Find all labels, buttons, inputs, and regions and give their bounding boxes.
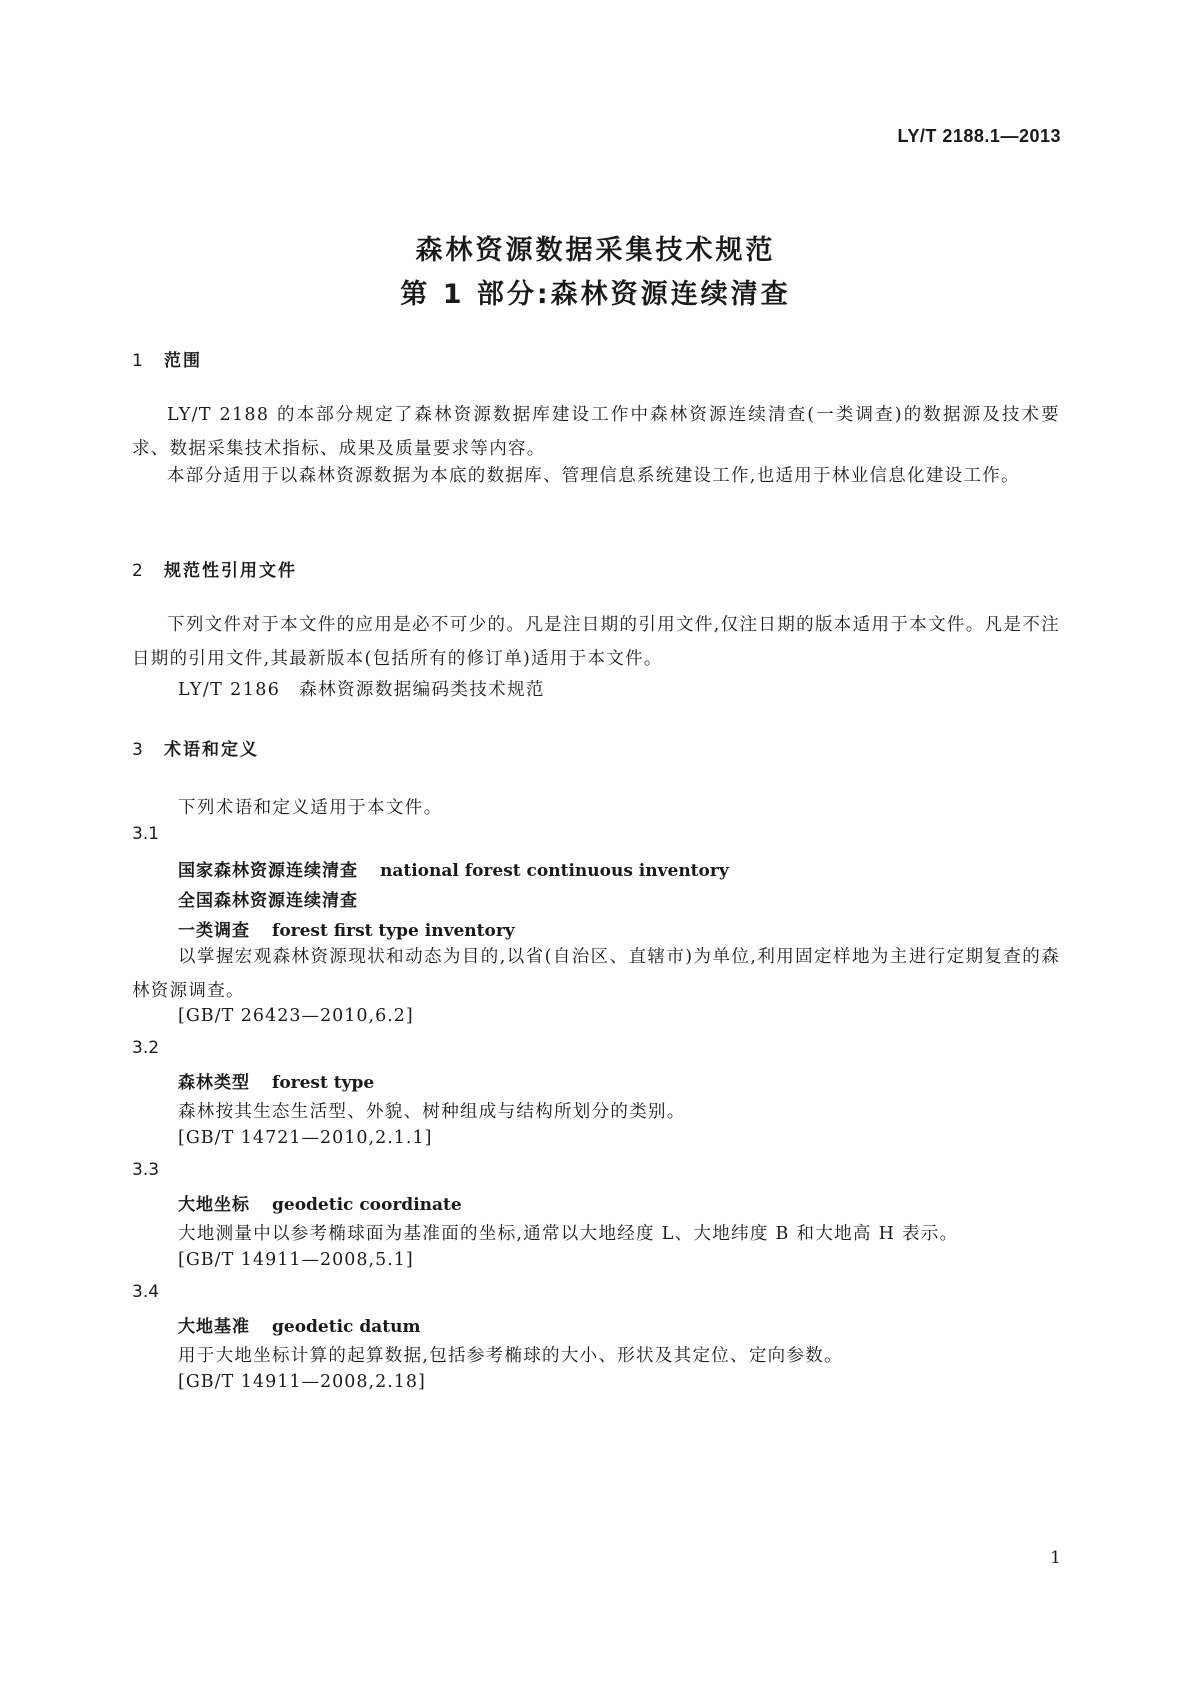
clause-number: 3.3	[132, 1160, 160, 1180]
term-alternative: 全国森林资源连续清查	[178, 891, 358, 911]
section-number: 2	[132, 561, 145, 581]
term-alternative	[178, 916, 515, 941]
section-title: 规范性引用文件	[164, 561, 297, 581]
section-title: 术语和定义	[164, 740, 259, 760]
clause-number: 3.2	[132, 1038, 160, 1058]
section-1-paragraph-1: LY/T 2188 的本部分规定了森林资源数据库建设工作中森林资源连续清查(一类调查)的数据源及技术要求、数据采集技术指标、成果及质量要求等内容。	[132, 405, 1060, 459]
term-heading	[178, 856, 729, 881]
term-zh: 大地坐标	[178, 1195, 250, 1215]
normative-reference: LY/T 2186 森林资源数据编码类技术规范	[178, 680, 545, 700]
section-3-intro: 下列术语和定义适用于本文件。	[178, 798, 443, 818]
clause-number: 3.4	[132, 1282, 160, 1302]
term-zh: 一类调查	[178, 921, 250, 941]
term-source: [GB/T 14911—2008,5.1]	[178, 1250, 414, 1270]
term-zh: 大地基准	[178, 1317, 250, 1337]
section-number: 1	[132, 351, 145, 371]
term-definition: 大地测量中以参考椭球面为基准面的坐标,通常以大地经度 L、大地纬度 B 和大地高 H 表示。	[178, 1224, 959, 1244]
term-zh: 森林类型	[178, 1073, 250, 1093]
term-en: national forest continuous inventory	[380, 861, 729, 881]
section-1-paragraph-2: 本部分适用于以森林资源数据为本底的数据库、管理信息系统建设工作,也适用于林业信息化建设工作。	[167, 466, 1020, 486]
term-definition: 以掌握宏观森林资源现状和动态为目的,以省(自治区、直辖市)为单位,利用固定样地为主进行定期复查的森林资源调查。	[132, 947, 1060, 1001]
section-title: 范围	[164, 351, 202, 371]
term-source: [GB/T 26423—2010,6.2]	[178, 1006, 414, 1026]
term-source: [GB/T 14911—2008,2.18]	[178, 1372, 426, 1392]
term-en: forest first type inventory	[272, 921, 515, 941]
standard-id: LY/T 2188.1—2013	[897, 126, 1061, 146]
term-definition: 森林按其生态生活型、外貌、树种组成与结构所划分的类别。	[178, 1102, 686, 1122]
term-en: geodetic datum	[272, 1317, 421, 1337]
page-number: 1	[1050, 1548, 1061, 1568]
term-definition: 用于大地坐标计算的起算数据,包括参考椭球的大小、形状及其定位、定向参数。	[178, 1346, 843, 1366]
section-1-heading	[132, 346, 202, 371]
section-2-heading	[132, 556, 297, 581]
document-title-line1: 森林资源数据采集技术规范	[415, 235, 776, 266]
term-source: [GB/T 14721—2010,2.1.1]	[178, 1128, 433, 1148]
section-number: 3	[132, 740, 145, 760]
term-en: geodetic coordinate	[272, 1195, 462, 1215]
term-heading	[178, 1190, 462, 1215]
document-title-line2: 第 1 部分:森林资源连续清查	[400, 279, 791, 310]
clause-number: 3.1	[132, 824, 160, 844]
term-zh: 国家森林资源连续清查	[178, 861, 358, 881]
term-heading	[178, 1312, 420, 1337]
term-en: forest type	[272, 1073, 375, 1093]
term-heading	[178, 1068, 374, 1093]
section-3-heading	[132, 735, 259, 760]
section-2-paragraph-1: 下列文件对于本文件的应用是必不可少的。凡是注日期的引用文件,仅注日期的版本适用于本文件。凡是不注日期的引用文件,其最新版本(包括所有的修订单)适用于本文件。	[132, 615, 1060, 669]
